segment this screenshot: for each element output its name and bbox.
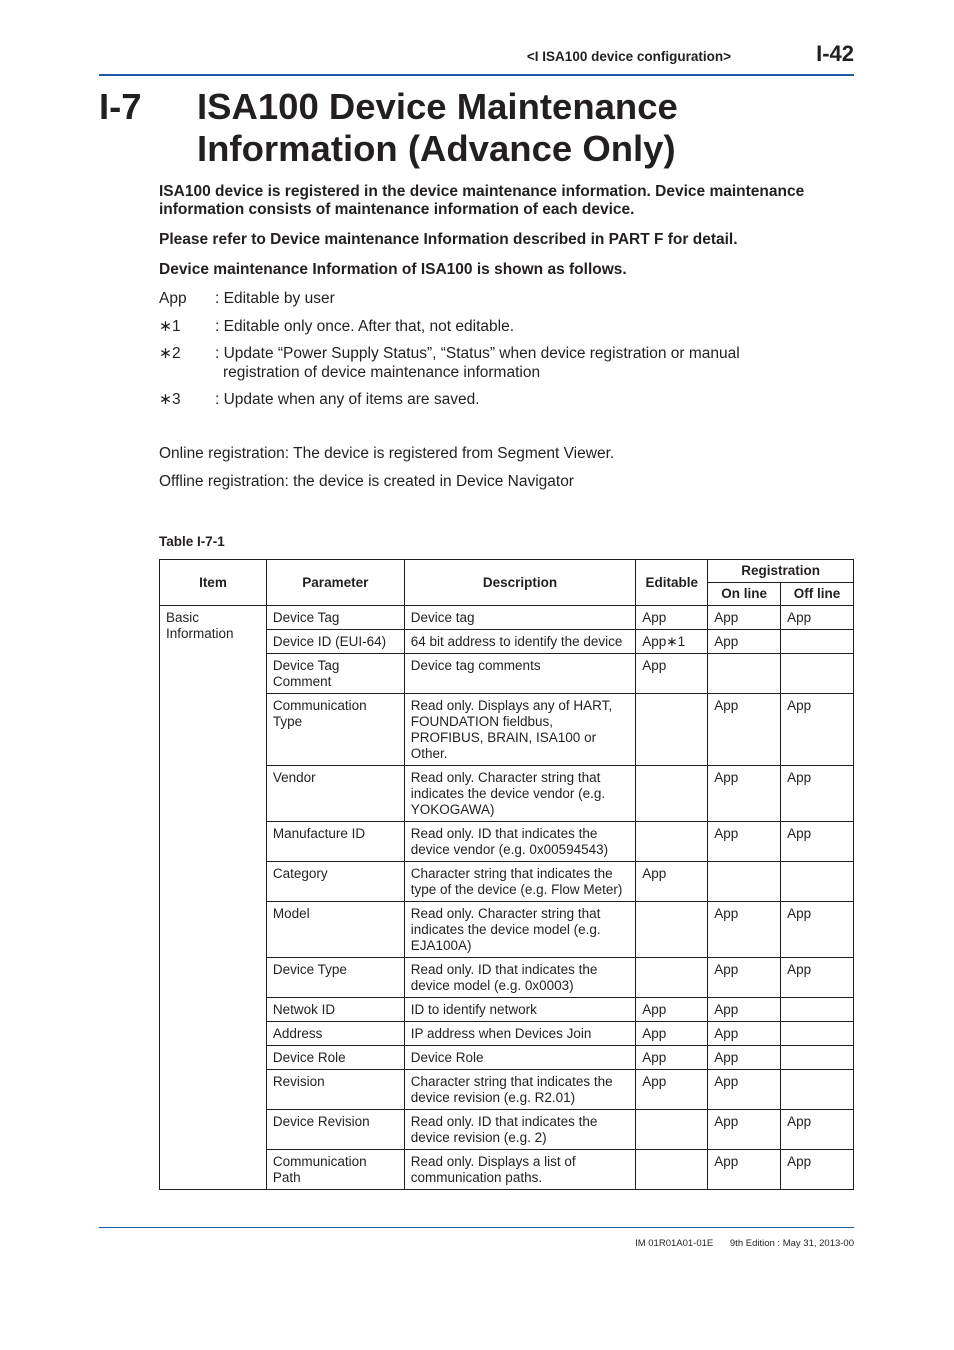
shown-as-follows-paragraph: Device maintenance Information of ISA100 is shown as follows. <box>159 261 627 278</box>
editable-cell: App <box>636 998 708 1022</box>
offline-cell <box>781 862 854 902</box>
offline-cell: App <box>781 694 854 766</box>
online-cell: App <box>708 606 781 630</box>
description-cell: Device tag <box>404 606 635 630</box>
legend-value-continuation: registration of device maintenance information <box>223 364 541 381</box>
editable-cell: App <box>636 862 708 902</box>
legend-key: ∗3 <box>159 391 181 408</box>
offline-cell: App <box>781 1110 854 1150</box>
legend-value: : Update when any of items are saved. <box>215 391 480 408</box>
online-cell: App <box>708 1110 781 1150</box>
intro-paragraph: ISA100 device is registered in the device maintenance information. Device maintenance information consists of maintenance information of each device. <box>159 183 805 218</box>
parameter-cell: Netwok ID <box>266 998 404 1022</box>
description-cell: Read only. ID that indicates the device model (e.g. 0x0003) <box>404 958 635 998</box>
parameter-cell: Communication Type <box>266 694 404 766</box>
section-title: <I ISA100 device configuration> <box>526 49 731 64</box>
online-cell: App <box>708 766 781 822</box>
parameter-cell: Device Tag <box>266 606 404 630</box>
description-cell: Read only. Displays a list of communication paths. <box>404 1150 635 1190</box>
offline-cell: App <box>781 766 854 822</box>
table-caption: Table I-7-1 <box>159 534 225 549</box>
offline-cell: App <box>781 606 854 630</box>
legend-key: ∗1 <box>159 318 181 335</box>
document-id: IM 01R01A01-01E <box>635 1238 714 1249</box>
chapter-number: I-7 <box>99 86 142 127</box>
offline-cell <box>781 1070 854 1110</box>
online-cell: App <box>708 958 781 998</box>
online-cell: App <box>708 694 781 766</box>
editable-cell: App <box>636 1070 708 1110</box>
page-number: I-42 <box>816 41 854 66</box>
header-rule <box>99 74 854 76</box>
header-offline: Off line <box>781 583 854 606</box>
footer-rule <box>99 1227 854 1228</box>
header-item: Item <box>160 560 267 606</box>
legend-key: App <box>159 290 187 307</box>
description-cell: Character string that indicates the device revision (e.g. R2.01) <box>404 1070 635 1110</box>
offline-cell <box>781 1046 854 1070</box>
editable-cell: App <box>636 606 708 630</box>
parameter-cell: Communication Path <box>266 1150 404 1190</box>
editable-cell <box>636 694 708 766</box>
header-description: Description <box>404 560 635 606</box>
item-cell: Basic Information <box>160 606 267 1190</box>
description-cell: Read only. Character string that indicates the device model (e.g. EJA100A) <box>404 902 635 958</box>
header-online: On line <box>708 583 781 606</box>
online-cell: App <box>708 630 781 654</box>
legend-value: : Editable only once. After that, not editable. <box>215 318 515 335</box>
header-registration: Registration <box>708 560 854 583</box>
editable-cell <box>636 902 708 958</box>
page-header <box>99 40 854 76</box>
online-cell: App <box>708 1022 781 1046</box>
offline-cell <box>781 654 854 694</box>
description-cell: Read only. Character string that indicates the device vendor (e.g. YOKOGAWA) <box>404 766 635 822</box>
editable-cell <box>636 766 708 822</box>
offline-cell <box>781 630 854 654</box>
description-cell: Read only. Displays any of HART, FOUNDATION fieldbus, PROFIBUS, BRAIN, ISA100 or Other. <box>404 694 635 766</box>
legend-value: : Editable by user <box>215 290 335 307</box>
parameter-cell: Device Role <box>266 1046 404 1070</box>
parameter-cell: Category <box>266 862 404 902</box>
offline-cell: App <box>781 902 854 958</box>
editable-cell <box>636 1150 708 1190</box>
description-cell: Character string that indicates the type of the device (e.g. Flow Meter) <box>404 862 635 902</box>
online-cell: App <box>708 998 781 1022</box>
parameter-cell: Manufacture ID <box>266 822 404 862</box>
description-cell: IP address when Devices Join <box>404 1022 635 1046</box>
editable-cell: App <box>636 1022 708 1046</box>
parameter-cell: Address <box>266 1022 404 1046</box>
offline-cell: App <box>781 958 854 998</box>
description-cell: Device tag comments <box>404 654 635 694</box>
description-cell: Read only. ID that indicates the device revision (e.g. 2) <box>404 1110 635 1150</box>
offline-cell: App <box>781 1150 854 1190</box>
page-footer <box>635 1238 854 1249</box>
parameter-cell: Model <box>266 902 404 958</box>
reference-paragraph: Please refer to Device maintenance Information described in PART F for detail. <box>159 231 738 248</box>
description-cell: Read only. ID that indicates the device vendor (e.g. 0x00594543) <box>404 822 635 862</box>
device-maintenance-table <box>159 559 854 1190</box>
parameter-cell: Revision <box>266 1070 404 1110</box>
header-parameter: Parameter <box>266 560 404 606</box>
description-cell: ID to identify network <box>404 998 635 1022</box>
parameter-cell: Vendor <box>266 766 404 822</box>
legend-key: ∗2 <box>159 345 181 362</box>
parameter-cell: Device ID (EUI-64) <box>266 630 404 654</box>
offline-cell <box>781 1022 854 1046</box>
editable-cell <box>636 1110 708 1150</box>
editable-cell: App <box>636 1046 708 1070</box>
parameter-cell: Device Revision <box>266 1110 404 1150</box>
online-cell <box>708 862 781 902</box>
editable-cell: App∗1 <box>636 630 708 654</box>
table-row <box>160 606 854 630</box>
editable-cell <box>636 822 708 862</box>
edition-info: 9th Edition : May 31, 2013-00 <box>729 1238 854 1249</box>
description-cell: Device Role <box>404 1046 635 1070</box>
editable-cell: App <box>636 654 708 694</box>
online-registration-note: Online registration: The device is registered from Segment Viewer. <box>159 445 615 462</box>
online-cell: App <box>708 822 781 862</box>
online-cell: App <box>708 1070 781 1110</box>
online-cell <box>708 654 781 694</box>
online-cell: App <box>708 1150 781 1190</box>
legend-value-block <box>215 344 775 382</box>
description-cell: 64 bit address to identify the device <box>404 630 635 654</box>
offline-cell <box>781 998 854 1022</box>
online-cell: App <box>708 902 781 958</box>
editable-cell <box>636 958 708 998</box>
chapter-title-text: ISA100 Device Maintenance Information (Advance Only) <box>197 86 678 169</box>
parameter-cell: Device Tag Comment <box>266 654 404 694</box>
parameter-cell: Device Type <box>266 958 404 998</box>
legend-value: : Update “Power Supply Status”, “Status” when device registration or manual <box>215 345 740 362</box>
online-cell: App <box>708 1046 781 1070</box>
offline-registration-note: Offline registration: the device is created in Device Navigator <box>159 473 574 490</box>
offline-cell: App <box>781 822 854 862</box>
header-editable: Editable <box>636 560 708 606</box>
